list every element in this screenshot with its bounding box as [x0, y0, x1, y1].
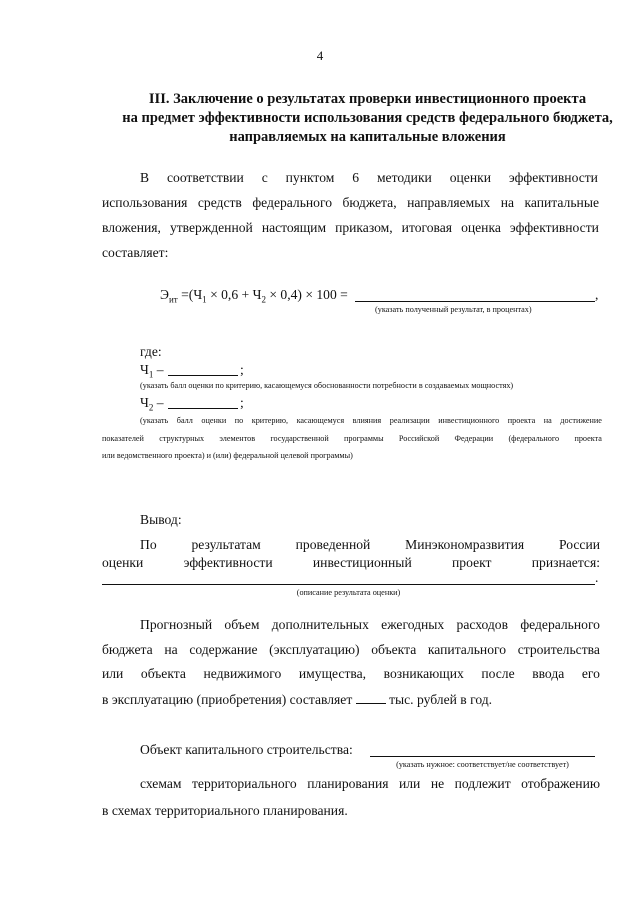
ch1-dash: –: [153, 362, 164, 377]
word: итоговая: [401, 220, 453, 235]
word: недвижимого: [203, 666, 282, 681]
word: Прогнозный: [140, 617, 213, 632]
word: инвестиционного: [438, 416, 500, 425]
word: на: [500, 195, 514, 210]
word: после: [481, 666, 515, 681]
word: приказом,: [335, 220, 393, 235]
word: на: [164, 642, 178, 657]
ch2-end: ;: [240, 395, 244, 410]
forecast-line-3: [102, 666, 600, 682]
word: оценки: [102, 555, 144, 570]
word: 6: [352, 170, 360, 185]
word: бюджета: [102, 642, 153, 657]
word: балл: [176, 416, 193, 425]
word: инвестиционный: [312, 555, 412, 570]
formula-subscript-2: 2: [261, 294, 266, 305]
word: элементов: [219, 434, 256, 443]
word: территориального: [191, 776, 297, 791]
ch2-subscript: 2: [148, 402, 154, 413]
object-line-1: [140, 776, 600, 792]
ch2-hint-line-1: [140, 416, 602, 425]
intro-line-1: [140, 170, 598, 186]
word: по: [234, 416, 244, 425]
conclusion-period: .: [595, 570, 599, 585]
ch2-symbol: Ч: [140, 395, 149, 410]
word: дополнительных: [271, 617, 369, 632]
word: структурных: [159, 434, 205, 443]
word: (эксплуатацию): [269, 642, 360, 657]
word: проекта: [574, 434, 602, 443]
section-heading-line-3: направляемых на капитальные вложения: [229, 129, 506, 145]
word: содержание: [189, 642, 258, 657]
word: или: [398, 776, 421, 791]
word: оценки: [449, 170, 491, 185]
conclusion-line-2: [102, 555, 600, 571]
word: влияния: [352, 416, 382, 425]
where-label: где:: [140, 344, 162, 359]
word: федерального: [520, 617, 600, 632]
conclusion-label: Вывод:: [140, 512, 182, 527]
word: строительства: [517, 642, 600, 657]
word: эффективности: [183, 555, 273, 570]
formula-subscript-1: 1: [202, 294, 207, 305]
efficiency-formula: [160, 287, 351, 305]
ch2-line: [140, 395, 164, 413]
word: государственной: [270, 434, 329, 443]
word: капитальные: [524, 195, 599, 210]
word: эффективности: [509, 220, 599, 235]
word: соответствии: [166, 170, 244, 185]
intro-line-3: [102, 220, 599, 236]
forecast-line-4-after: тыс. рублей в год.: [385, 692, 493, 707]
word: критерию,: [251, 416, 289, 425]
word: средств: [197, 195, 242, 210]
word: проект: [452, 555, 492, 570]
word: использования: [102, 195, 188, 210]
word: бюджета,: [342, 195, 397, 210]
ch2-dash: –: [153, 395, 164, 410]
word: реализации: [389, 416, 430, 425]
word: имущества,: [298, 666, 367, 681]
word: В: [140, 170, 150, 185]
forecast-line-4: [102, 691, 492, 708]
formula-e-symbol: Э: [160, 287, 169, 302]
word: результатам: [191, 537, 261, 552]
word: показателей: [102, 434, 144, 443]
word: объекта: [371, 642, 417, 657]
object-label: Объект капитального строительства:: [140, 742, 357, 757]
word: или: [102, 666, 124, 681]
word: методики: [376, 170, 432, 185]
formula-part-2: × 0,6 + Ч: [206, 287, 262, 302]
word: пунктом: [285, 170, 335, 185]
conclusion-hint: (описание результата оценки): [296, 588, 401, 597]
word: его: [581, 666, 600, 681]
formula-part-3: × 0,4) × 100 =: [265, 287, 352, 302]
word: объекта: [140, 666, 186, 681]
word: возникающих: [383, 666, 464, 681]
ch1-end: ;: [240, 362, 244, 377]
forecast-line-1: [140, 617, 600, 633]
word: Российской: [398, 434, 440, 443]
word: Минэкономразвития: [405, 537, 525, 552]
object-line-2: в схемах территориального планирования.: [102, 803, 348, 818]
word: ежегодных: [381, 617, 445, 632]
intro-line-2: [102, 195, 599, 211]
ch1-subscript: 1: [148, 369, 154, 380]
word: утвержденной: [169, 220, 253, 235]
word: на: [543, 416, 552, 425]
word: настоящим: [261, 220, 327, 235]
word: оценки: [201, 416, 227, 425]
forecast-amount-field[interactable]: [356, 691, 386, 704]
word: федерального: [252, 195, 333, 210]
section-heading-line-1: III. Заключение о результатах проверки инвестиционного проекта: [148, 91, 587, 107]
formula-part-1: =(Ч: [177, 287, 203, 302]
word: планирования: [307, 776, 389, 791]
ch1-hint: (указать балл оценки по критерию, касающемуся обоснованности потребности в создаваемых мощностях): [140, 381, 514, 390]
object-hint: (указать нужное: соответствует/не соответствует): [396, 760, 569, 769]
ch2-value-line[interactable]: [168, 408, 238, 409]
word: подлежит: [454, 776, 511, 791]
word: проекта: [507, 416, 536, 425]
word: схемам: [140, 776, 182, 791]
word: с: [261, 170, 268, 185]
ch1-value-line[interactable]: [168, 375, 238, 376]
formula-trailing-comma: ,: [595, 287, 599, 302]
ch1-line: [140, 362, 164, 380]
formula-hint: (указать полученный результат, в процентах): [375, 305, 532, 314]
forecast-line-2: [102, 642, 600, 658]
formula-result-line[interactable]: [355, 301, 595, 302]
object-status-line[interactable]: [370, 756, 595, 757]
word: России: [559, 537, 600, 552]
word: капитального: [427, 642, 507, 657]
word: проведенной: [295, 537, 371, 552]
word: По: [140, 537, 157, 552]
word: (указать: [140, 416, 169, 425]
word: ввода: [532, 666, 565, 681]
ch2-hint-line-3: или ведомственного проекта) и (или) федеральной целевой программы): [102, 451, 353, 460]
word: оценка: [461, 220, 501, 235]
word: (федерального: [508, 434, 560, 443]
section-heading-line-2: на предмет эффективности использования средств федерального бюджета,: [122, 110, 613, 126]
word: признается:: [531, 555, 600, 570]
intro-line-4: составляет:: [102, 245, 169, 260]
word: расходов: [456, 617, 509, 632]
formula-e-subscript: ит: [168, 294, 178, 305]
word: отображению: [521, 776, 600, 791]
word: направляемых: [407, 195, 491, 210]
ch1-symbol: Ч: [140, 362, 149, 377]
forecast-line-4-before: в эксплуатацию (приобретения) составляет: [102, 692, 356, 707]
word: Федерации: [454, 434, 494, 443]
page-number: 4: [316, 48, 324, 63]
word: касающемуся: [296, 416, 345, 425]
word: эффективности: [508, 170, 598, 185]
conclusion-line-1: [140, 537, 600, 553]
word: достижение: [560, 416, 602, 425]
word: вложения,: [102, 220, 161, 235]
ch2-hint-line-2: [102, 434, 602, 443]
word: программы: [344, 434, 384, 443]
word: объем: [224, 617, 260, 632]
word: не: [430, 776, 445, 791]
conclusion-result-line[interactable]: [102, 584, 595, 585]
